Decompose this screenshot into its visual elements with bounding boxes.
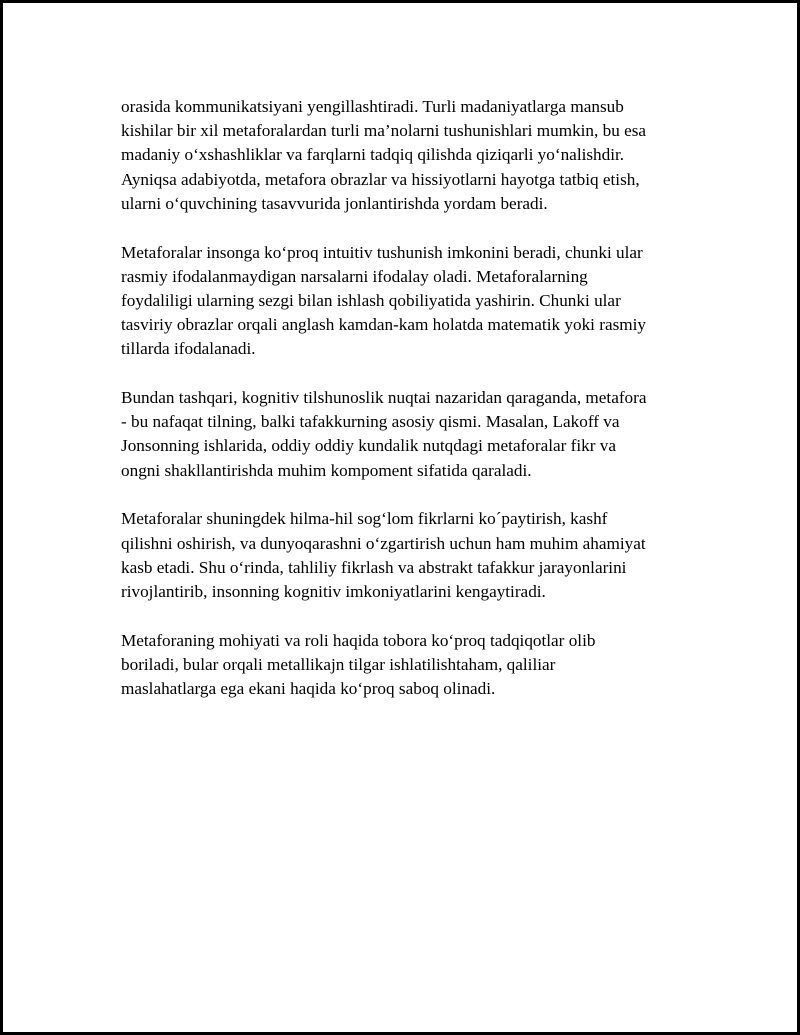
paragraph-2: Metaforalar insonga koʻproq intuitiv tushunish imkonini beradi, chunki ular rasmiy ifodalanmaydigan narsalarni ifodalay oladi. Metaforalarning foydaliligi ularning sezgi bilan ishlash qobiliyatida yashirin. Chunki ular tasviriy obrazlar orqali anglash kamdan-kam holatda matematik yoki rasmiy tillarda ifodalanadi. xyxy=(121,242,647,359)
paragraph-4: Metaforalar shuningdek hilma-hil sogʻlom fikrlarni koˊpaytirish, kashf qilishni oshirish, va dunyoqarashni oʻzgartirish uchun ham muhim ahamiyat kasb etadi. Shu oʻrinda, tahliliy fikrlash va abstrakt tafakkur jarayonlarini rivojlantirib, insonning kognitiv imkoniyatlarini kengaytiradi. xyxy=(121,509,646,601)
paragraph-5: Metaforaning mohiyati va roli haqida tobora koʻproq tadqiqotlar olib boriladi, bular orqali metallikajn tilgar ishlatilishtaham, qaliliar maslahatlarga ega ekani haqida koʻproq saboq olinadi. xyxy=(121,630,596,699)
document-body xyxy=(121,95,683,726)
paragraph-3: Bundan tashqari, kognitiv tilshunoslik nuqtai nazaridan qaraganda, metafora - bu nafaqat tilning, balki tafakkurning asosiy qismi. Masalan, Lakoff va Jonsonning ishlarida, oddiy oddiy kundalik nutqdagi metaforalar fikr va ongni shakllantirishda muhim kompoment sifatida qaraladi. xyxy=(121,388,647,480)
paragraph-1: orasida kommunikatsiyani yengillashtiradi. Turli madaniyatlarga mansub kishilar bir xil metaforalardan turli ma’nolarni tushunishlari mumkin, bu esa madaniy oʻxshashliklar va farqlarni tadqiq qilishda qiziqarli yoʻnalishdir. Ayniqsa adabiyotda, metafora obrazlar va hissiyotlarni hayotga tatbiq etish, ularni oʻquvchining tasavvurida jonlantirishda yordam beradi. xyxy=(121,97,647,213)
